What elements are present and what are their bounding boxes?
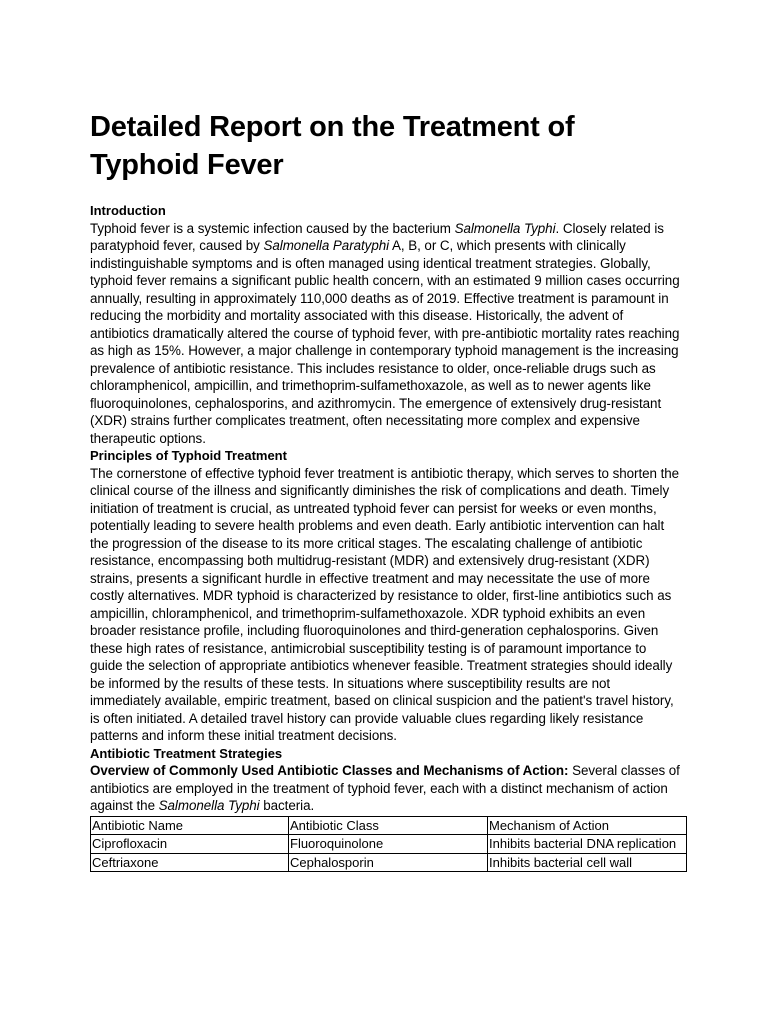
table-row	[91, 835, 687, 854]
table-cell: Ciprofloxacin	[91, 835, 289, 854]
overview-lead: Overview of Commonly Used Antibiotic Classes and Mechanisms of Action:	[90, 763, 569, 778]
overview-text-1: Several classes of antibiotics are employed in the treatment of typhoid fever, each with a distinct mechanism of action against the	[90, 763, 680, 813]
table-cell: Inhibits bacterial DNA replication	[488, 835, 687, 854]
intro-text-2: . Closely related is paratyphoid fever, caused by	[90, 220, 664, 253]
principles-heading: Principles of Typhoid Treatment	[90, 448, 287, 463]
principles-paragraph: The cornerstone of effective typhoid fever treatment is antibiotic therapy, which serves to shorten the clinical course of the illness and significantly diminishes the risk of complications and death. Timely initiation of treatment is crucial, as untreated typhoid fever can persist for weeks or even months, potentially leading to severe health problems and even death. Early antibiotic intervention can halt the progression of the disease to its more critical stages. The escalating challenge of antibiotic resistance, encompassing both multidrug-resistant (MDR) and extensively drug-resistant (XDR) strains, presents a significant hurdle in effective treatment and may necessitate the use of more costly alternatives. MDR typhoid is characterized by resistance to older, first-line antibiotics such as ampicillin, chloramphenicol, and trimethoprim-sulfamethoxazole. XDR typhoid exhibits an even broader resistance profile, including fluoroquinolones and third-generation cephalosporins. Given these high rates of resistance, antimicrobial susceptibility testing is of paramount importance to guide the selection of appropriate antibiotics whenever feasible. Treatment strategies should ideally be informed by the results of these tests. In situations where susceptibility results are not immediately available, empiric treatment, based on clinical suspicion and the patient's travel history, is often initiated. A detailed travel history can provide valuable clues regarding likely resistance patterns and inform these initial treatment decisions.	[90, 465, 680, 743]
intro-organism-typhi: Salmonella Typhi	[454, 220, 556, 236]
overview-text-2: bacteria.	[259, 798, 315, 813]
introduction-heading: Introduction	[90, 203, 166, 218]
table-cell: Inhibits bacterial cell wall	[488, 853, 687, 872]
intro-text-1: Typhoid fever is a systemic infection caused by the bacterium	[90, 220, 455, 236]
document-title: Detailed Report on the Treatment of Typhoid Fever	[90, 111, 575, 181]
document-page	[90, 108, 680, 872]
intro-text-3: A, B, or C, which presents with clinically indistinguishable symptoms and is often managed using identical treatment strategies. Globally, typhoid fever remains a significant public health concern, with an estimated 9 million cases occurring annually, resulting in approximately 110,000 deaths as of 2019. Effective treatment is paramount in reducing the morbidity and mortality associated with this disease. Historically, the advent of antibiotics dramatically altered the course of typhoid fever, with pre-antibiotic mortality rates reaching as high as 15%. However, a major challenge in contemporary typhoid management is the increasing prevalence of antibiotic resistance. This includes resistance to older, once-reliable drugs such as chloramphenicol, ampicillin, and trimethoprim-sulfamethoxazole, as well as to newer agents like fluoroquinolones, cephalosporins, and azithromycin. The emergence of extensively drug-resistant (XDR) strains further complicates treatment, often necessitating more complex and expensive therapeutic options.	[90, 238, 680, 446]
antibiotic-table	[90, 816, 687, 873]
table-cell: Cephalosporin	[289, 853, 488, 872]
intro-organism-paratyphi: Salmonella Paratyphi	[263, 238, 390, 253]
strategies-overview-paragraph	[90, 762, 680, 815]
column-header-antibiotic-name: Antibiotic Name	[91, 816, 289, 835]
overview-organism: Salmonella Typhi	[158, 798, 260, 813]
column-header-antibiotic-class: Antibiotic Class	[289, 816, 488, 835]
introduction-paragraph	[90, 220, 680, 448]
column-header-mechanism: Mechanism of Action	[488, 816, 687, 835]
table-header-row	[91, 816, 687, 835]
table-cell: Ceftriaxone	[91, 853, 289, 872]
table-cell: Fluoroquinolone	[289, 835, 488, 854]
table-row	[91, 853, 687, 872]
strategies-heading: Antibiotic Treatment Strategies	[90, 745, 283, 761]
